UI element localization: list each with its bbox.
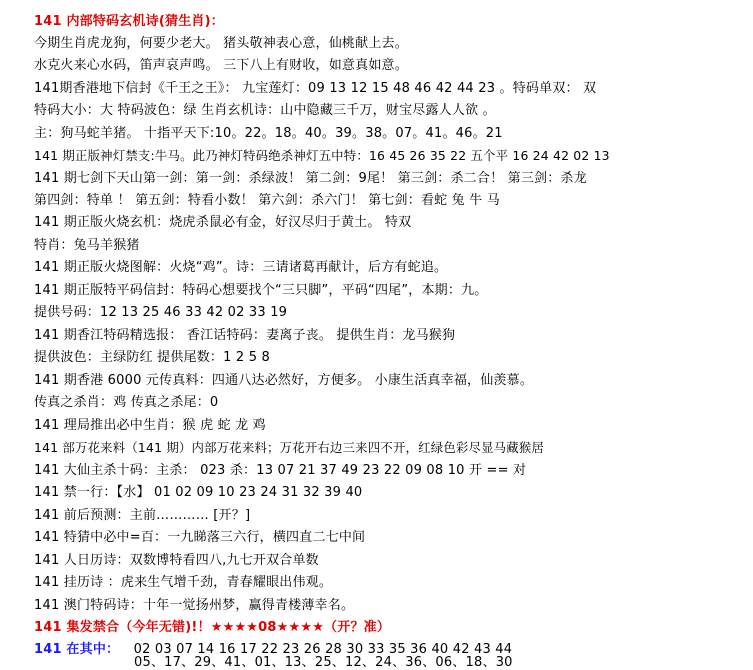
text-line: 141 禁一行：【水】 01 02 09 10 23 24 31 32 39 40 bbox=[34, 485, 363, 500]
zhong-numbers: 02 03 07 14 16 17 22 23 26 28 30 33 35 36 40 42 43 44 bbox=[133, 642, 513, 657]
text-line: 特码大小：大 特码波色：绿 生肖玄机诗：山中隐藏三千万，财宝尽露人人欲 。 bbox=[34, 103, 496, 118]
text-line: 141 挂历诗 ：虎来生气增千劲，青春耀眼出伟观。 bbox=[34, 575, 333, 590]
text-line: 主：狗马蛇羊猪。 十指平天下:10。22。18。40。39。38。07。41。46。21 bbox=[34, 126, 503, 141]
text-line: 141 期正版特平码信封：特码心想要找个“三只脚”，平码“四尾”，本期：九。 bbox=[34, 283, 488, 298]
text-line: 141 理局推出必中生肖：猴 虎 蛇 龙 鸡 bbox=[34, 418, 266, 433]
special-line: 141 集发禁合（今年无错)!！★★★★08★★★★（开？准） bbox=[34, 620, 391, 635]
text-line: 传真之杀肖：鸡 传真之杀尾：0 bbox=[34, 395, 219, 410]
text-line: 141 期香港 6000 元传真料：四通八达必然好，方便多。 小康生活真幸福，仙羡慕。 bbox=[34, 373, 534, 388]
text-line: 水克火来心水码，笛声哀声鸣。 三下八上有财收，如意真如意。 bbox=[34, 58, 408, 73]
text-line: 141期香港地下信封《千王之王》： 九宝莲灯：09 13 12 15 48 46 42 44 23 。特码单双： 双 bbox=[34, 81, 597, 96]
text-line: 141 前后预测：主前………… [开？] bbox=[34, 508, 251, 523]
text-line: 141 期正版火烧玄机：烧虎杀鼠必有金，好汉尽归于黄土。 特双 bbox=[34, 215, 412, 230]
text-line: 141 特猜中必中=百：一九睇落三六行，横四直二七中间 bbox=[34, 530, 366, 545]
text-line: 141 人日历诗：双数博特看四八,九七开双合单数 bbox=[34, 553, 319, 568]
text-line: 141 部万花来料（141 期）内部万花来料；万花开右边三来四不开，红绿色彩尽显马藏猴居 bbox=[34, 440, 545, 455]
text-line: 141 期香江特码精选报： 香江话特码：妻离子丧。 提供生肖：龙马猴狗 bbox=[34, 328, 456, 343]
text-line: 141 期正版火烧图解：火烧“鸡”。诗：三请诸葛再献计，后方有蛇追。 bbox=[34, 260, 448, 275]
doc-title: 141 内部特码玄机诗(猜生肖)： bbox=[34, 14, 224, 29]
zhong-label: 141 在其中： bbox=[34, 642, 120, 657]
text-line: 提供号码：12 13 25 46 33 42 02 33 19 bbox=[34, 305, 288, 320]
zhong-numbers-second: 05、17、29、41、01、13、25、12、24、36、06、18、30 bbox=[134, 655, 513, 670]
text-line: 141 期正版神灯禁支:牛马。此乃神灯特码绝杀神灯五中特：16 45 26 35 22 五个平 16 24 42 02 13 bbox=[34, 148, 610, 163]
text-line: 今期生肖虎龙狗，何要少老大。 猪头敬神表心意，仙桃献上去。 bbox=[34, 36, 408, 51]
text-line: 第四剑：特单 ！ 第五剑：特看小数！ 第六剑：杀六门！ 第七剑：看蛇 兔 牛 马 bbox=[34, 193, 500, 208]
text-line: 提供波色：主绿防红 提供尾数：1 2 5 8 bbox=[34, 350, 271, 365]
text-line: 特肖：兔马羊猴猪 bbox=[34, 238, 140, 253]
text-line: 141 期七剑下天山第一剑：第一剑：杀绿波！ 第二剑：9尾！ 第三剑：杀二合！ 第三剑：杀龙 bbox=[34, 171, 587, 186]
text-line: 141 澳门特码诗：十年一觉扬州梦，赢得青楼薄幸名。 bbox=[34, 598, 355, 613]
text-line: 141 大仙主杀十码：主杀： 023 杀：13 07 21 37 49 23 22 09 08 10 开 == 对 bbox=[34, 463, 527, 478]
